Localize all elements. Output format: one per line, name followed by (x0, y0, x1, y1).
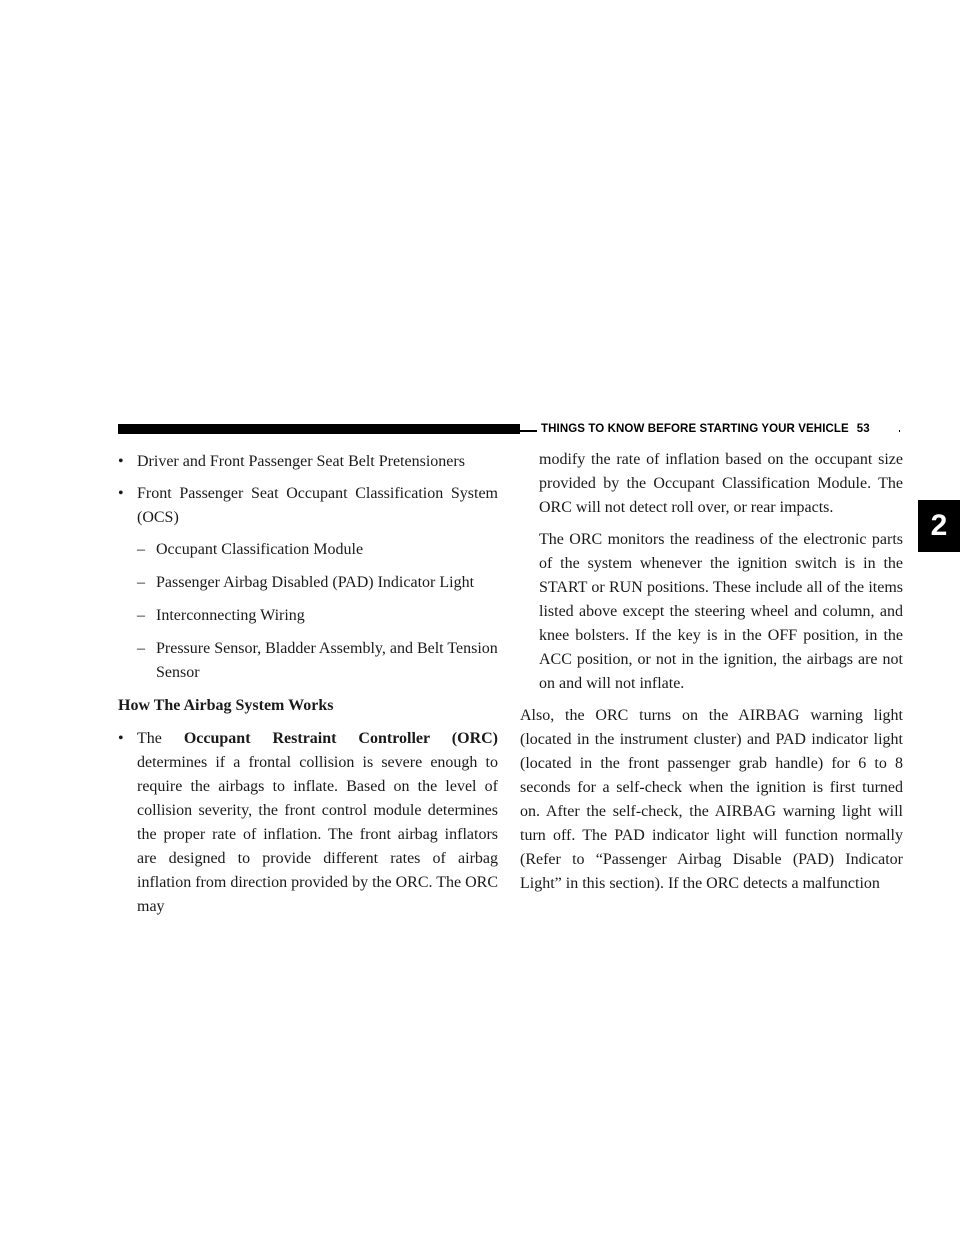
bold-term: Occupant Restraint Controller (ORC) (183, 730, 499, 747)
sub-list-item (118, 571, 498, 595)
header-rule-thick (118, 424, 520, 434)
dash-icon: – (137, 640, 145, 657)
sub-item-text: Interconnecting Wiring (156, 607, 305, 624)
sub-list-item (118, 538, 498, 562)
sub-item-text: Occupant Classification Module (156, 541, 364, 558)
left-column (118, 450, 498, 927)
dash-icon: – (137, 607, 145, 624)
also-paragraph: Also, the ORC turns on the AIRBAG warning light (located in the instrument cluster) and PAD indicator light (located in the front passenger grab handle) for 6 to 8 seconds for a self-check when the ignition is first turned on. After the self-check, the AIRBAG warning light will turn off. The PAD indicator light will function normally (Refer to “Passenger Airbag Disable (PAD) Indicator Light” in this section). If the ORC detects a malfunction (520, 707, 903, 892)
list-item (118, 482, 498, 530)
running-header (537, 420, 899, 438)
page-number: 53 (856, 423, 870, 435)
sub-item-text: Pressure Sensor, Bladder Assembly, and Belt Tension Sensor (156, 640, 498, 681)
dash-icon: – (137, 541, 145, 558)
section-heading: How The Airbag System Works (118, 697, 334, 714)
bullet-text: Front Passenger Seat Occupant Classification System (OCS) (137, 485, 498, 526)
bullet-icon: • (118, 485, 124, 502)
monitor-paragraph: The ORC monitors the readiness of the electronic parts of the system whenever the ignition switch is in the START or RUN positions. These include all of the items listed above except the steering wheel and column, and knee bolsters. If the key is in the OFF position, in the ACC position, or not in the ignition, the airbags are not on and will not inflate. (539, 531, 903, 692)
continued-paragraph: modify the rate of inflation based on the occupant size provided by the Occupant Classification Module. The ORC will not detect roll over, or rear impacts. (539, 451, 903, 516)
list-item (118, 450, 498, 474)
bullet-text: determines if a frontal collision is severe enough to require the airbags to inflate. Based on the level of collision severity, the front control module determines the proper rate of inflation. The front airbag inflators are designed to provide different rates of airbag inflation from direction provided by the ORC. The ORC may (137, 754, 498, 915)
bullet-prefix: The (137, 730, 184, 747)
bullet-icon: • (118, 453, 124, 470)
dash-icon: – (137, 574, 145, 591)
list-item (118, 727, 498, 919)
chapter-tab: 2 (918, 500, 960, 552)
sub-list-item (118, 637, 498, 685)
bullet-text: Driver and Front Passenger Seat Belt Pretensioners (137, 453, 465, 470)
sub-item-text: Passenger Airbag Disabled (PAD) Indicator Light (156, 574, 475, 591)
right-column (520, 448, 903, 896)
bullet-icon: • (118, 730, 124, 747)
sub-list-item (118, 604, 498, 628)
section-title: THINGS TO KNOW BEFORE STARTING YOUR VEHICLE (541, 423, 849, 435)
